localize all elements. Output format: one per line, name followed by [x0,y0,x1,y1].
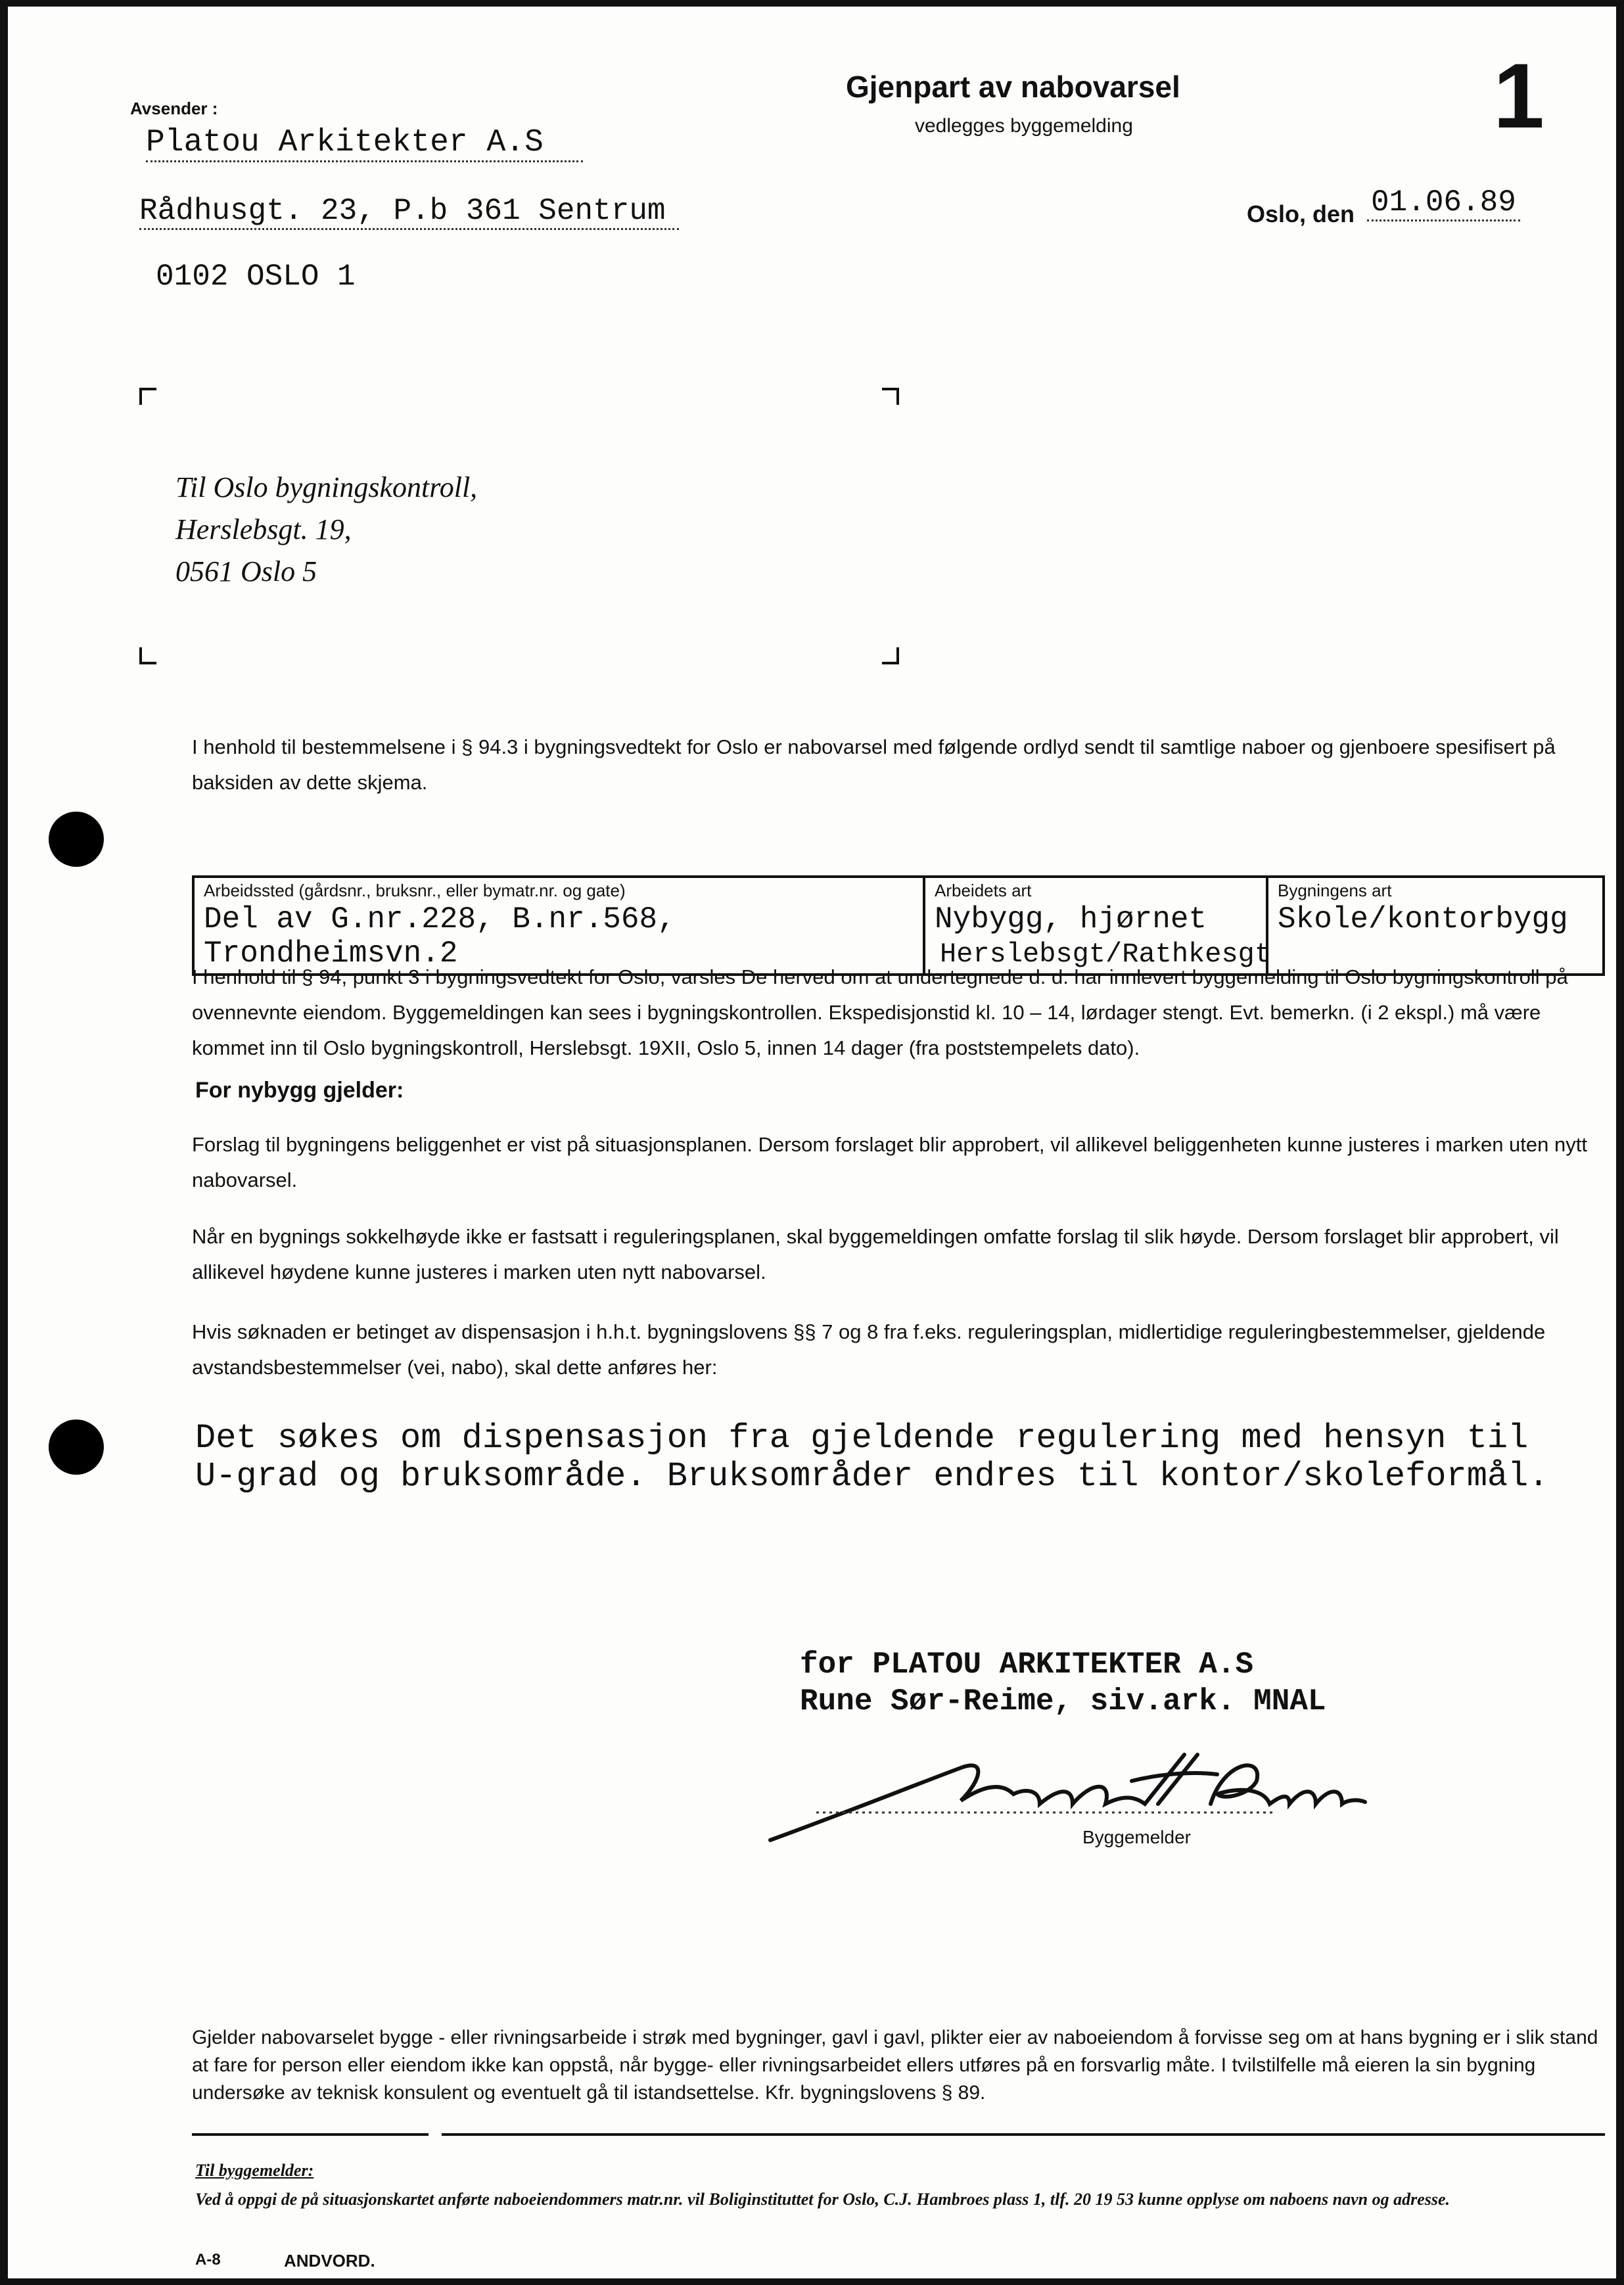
work-type-overflow: Herslebsgt/Rathkesgt [940,938,1272,970]
building-type-value: Skole/kontorbygg [1278,902,1568,936]
signature-person: Rune Sør-Reime, siv.ark. MNAL [800,1684,1326,1719]
date-value: 01.06.89 [1367,185,1520,221]
intro-paragraph: I henhold til bestemmelsene i § 94.3 i bygningsvedtekt for Oslo er nabovarsel med følgende ordlyd sendt til samtlige naboer og gjenboere spesifisert på baksiden av dette skjema. [192,735,1556,794]
footer-rule-left [192,2133,429,2136]
window-corner-tr [882,388,899,405]
workplace-value: Del av G.nr.228, B.nr.568, Trondheimsvn.2 [204,902,676,971]
date-label: Oslo, den [1247,200,1355,227]
document-subtitle: vedlegges byggemelding [915,115,1133,137]
window-corner-bl [139,647,156,664]
work-type-value: Nybygg, hjørnet [935,902,1207,936]
punch-hole-bottom [49,1419,104,1475]
dispensation-line-1: Det søkes om dispensasjon fra gjeldende regulering med hensyn til [195,1419,1529,1458]
sender-name: Platou Arkitekter A.S [146,125,583,162]
window-corner-br [882,647,899,664]
new-building-heading: For nybygg gjelder: [195,1078,404,1103]
height-paragraph: Når en bygnings sokkelhøyde ikke er fastsatt i reguleringsplanen, skal byggemeldingen omfatte forslag til slik høyde. Dersom forslaget blir approbert, vil allikevel høydene kunne justeres i marken uten nytt nabovarsel. [192,1225,1559,1283]
window-corner-tl [139,388,156,405]
placement-paragraph: Forslag til bygningens beliggenhet er vist på situasjonsplanen. Dersom forslaget blir approbert, vil allikevel beliggenheten kunne justeres i marken uten nytt nabovarsel. [192,1133,1587,1191]
notice-paragraph: I henhold til § 94, punkt 3 i bygningsvedtekt for Oslo, varsles De herved om at undertegnede d. d. har innlevert byggemelding til Oslo bygningskontroll på ovennevnte eiendom. Byggemeldingen kan sees i bygningskontrollen. Ekspedisjonstid kl. 10 – 14, lørdager stengt. Evt. bemerkn. (i 2 ekspl.) må være kommet inn til Oslo bygningskontroll, Herslebsgt. 19XII, Oslo 5, innen 14 dager (fra poststempelets dato). [192,965,1568,1059]
recipient-name: Til Oslo bygningskontroll, [175,471,478,503]
footer-rule-right [442,2133,1605,2136]
sender-postal: 0102 OSLO 1 [156,260,356,294]
form-code: A-8 [195,2251,221,2269]
page-number: 1 [1493,44,1544,147]
builder-note-heading: Til byggemelder: [195,2161,314,2180]
printer-name: ANDVORD. [284,2251,375,2271]
workplace-label: Arbeidssted (gårdsnr., bruksnr., eller bymatr.nr. og gate) [204,881,626,900]
building-type-label: Bygningens art [1278,881,1392,900]
footer-paragraph: Gjelder nabovarselet bygge - eller rivningsarbeide i strøk med bygninger, gavl i gavl, plikter eier av naboeiendom å forvisse seg om at hans bygning er i slik stand at fare for person eller eiendom ikke kan oppstå, når bygge- eller rivningsarbeidet ellers utføres på en forsvarlig måte. I tvilstilfelle må eieren la sin bygning undersøke av teknisk konsulent og eventuelt gå til istandsettelse. Kfr. bygningslovens § 89. [192,2027,1598,2104]
document-page [8,7,1616,2278]
recipient-postal: 0561 Oslo 5 [175,555,317,588]
recipient-block [175,467,477,593]
dispensation-line-2: U-grad og bruksområde. Bruksområder endres til kontor/skoleformål. [195,1457,1549,1496]
dispensation-text [195,1419,1549,1496]
signature-company: for PLATOU ARKITEKTER A.S [800,1648,1254,1682]
signature-block [800,1646,1326,1720]
sender-label: Avsender : [130,99,218,118]
builder-note-text: Ved å oppgi de på situasjonskartet anførte naboeiendommers matr.nr. vil Boliginstituttet for Oslo, C.J. Hambroes plass 1, tlf. 20 19 53 kunne opplyse om naboens navn og adresse. [195,2190,1450,2209]
builder-label: Byggemelder [1082,1827,1191,1847]
document-title: Gjenpart av nabovarsel [846,70,1180,104]
punch-hole-top [49,812,104,867]
dispensation-paragraph: Hvis søknaden er betinget av dispensasjon i h.h.t. bygningslovens §§ 7 og 8 fra f.eks. reguleringsplan, midlertidige reguleringbestemmelser, gjeldende avstandsbestemmelser (vei, nabo), skal dette anføres her: [192,1320,1546,1379]
handwritten-signature [764,1742,1368,1853]
sender-address: Rådhusgt. 23, P.b 361 Sentrum [139,194,679,230]
work-type-label: Arbeidets art [935,881,1032,900]
recipient-street: Herslebsgt. 19, [175,513,352,545]
